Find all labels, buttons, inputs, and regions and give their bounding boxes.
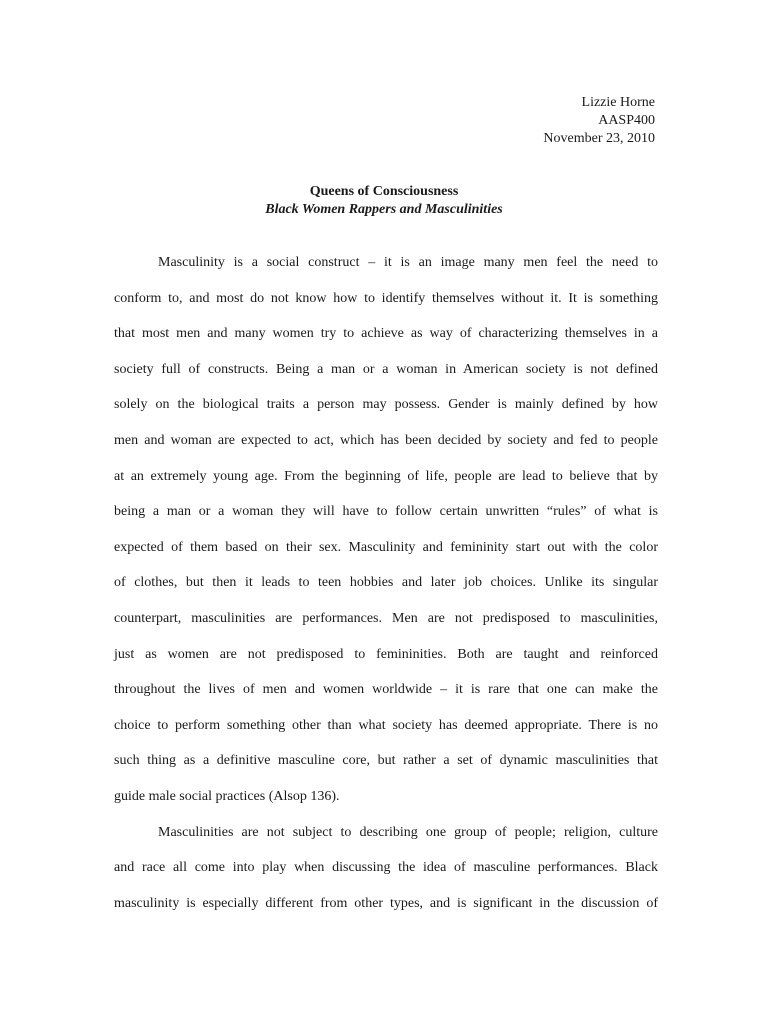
document-header bbox=[543, 94, 655, 148]
course-code: AASP400 bbox=[598, 113, 655, 128]
paragraph-1-line: being a man or a woman they will have to follow certain unwritten “rules” of what is bbox=[114, 504, 658, 520]
author-name: Lizzie Horne bbox=[581, 95, 655, 110]
paragraph-1-line: expected of them based on their sex. Masculinity and femininity start out with the color bbox=[114, 539, 658, 555]
paragraph-1-line: men and woman are expected to act, which has been decided by society and fed to people bbox=[114, 432, 658, 448]
paragraph-1-line: Masculinity is a social construct – it is an image many men feel the need to bbox=[158, 255, 658, 270]
paragraph-1-line: conform to, and most do not know how to identify themselves without it. It is something bbox=[114, 290, 658, 306]
paragraph-1-line: choice to perform something other than what society has deemed appropriate. There is no bbox=[114, 717, 658, 733]
title-block bbox=[0, 183, 768, 219]
paragraph-2-line: masculinity is especially different from other types, and is significant in the discussion of bbox=[114, 895, 658, 911]
paragraph-1-line: just as women are not predisposed to femininities. Both are taught and reinforced bbox=[114, 646, 658, 662]
paragraph-1-line: of clothes, but then it leads to teen hobbies and later job choices. Unlike its singular bbox=[114, 575, 658, 591]
document-body bbox=[114, 253, 658, 929]
paragraph-2-line: and race all come into play when discussing the idea of masculine performances. Black bbox=[114, 860, 658, 876]
document-subtitle: Black Women Rappers and Masculinities bbox=[265, 202, 503, 217]
paragraph-1-line: guide male social practices (Alsop 136). bbox=[114, 788, 340, 804]
paragraph-1-line: solely on the biological traits a person may possess. Gender is mainly defined by how bbox=[114, 397, 658, 413]
paragraph-2-line: Masculinities are not subject to describing one group of people; religion, culture bbox=[158, 824, 658, 840]
paragraph-1-line: that most men and many women try to achieve as way of characterizing themselves in a bbox=[114, 326, 658, 342]
document-title: Queens of Consciousness bbox=[309, 184, 459, 199]
paragraph-1-line: at an extremely young age. From the beginning of life, people are lead to believe that by bbox=[114, 468, 658, 484]
paragraph-1-line: society full of constructs. Being a man or a woman in American society is not defined bbox=[114, 361, 658, 377]
document-date: November 23, 2010 bbox=[543, 131, 655, 146]
paragraph-1-line: counterpart, masculinities are performances. Men are not predisposed to masculinities, bbox=[114, 610, 658, 626]
paragraph-1-line: throughout the lives of men and women worldwide – it is rare that one can make the bbox=[114, 682, 658, 698]
paragraph-1-line: such thing as a definitive masculine core, but rather a set of dynamic masculinities that bbox=[114, 753, 658, 769]
